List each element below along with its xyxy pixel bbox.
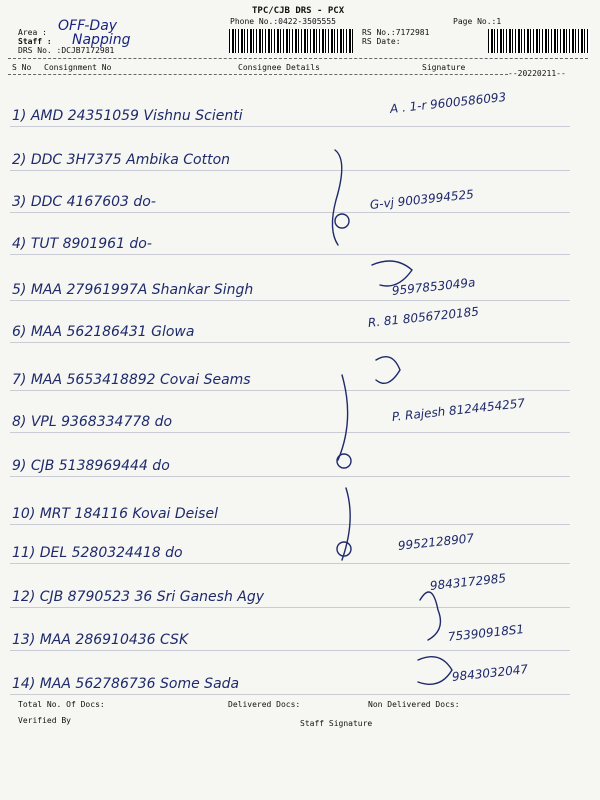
non-delivered-docs-label: Non Delivered Docs: <box>368 700 460 709</box>
entry-line-8: 8) VPL 9368334778 do <box>12 414 173 430</box>
brace-1 <box>332 150 341 245</box>
entry-line-13: 13) MAA 286910436 CSK <box>12 632 189 648</box>
entry-line-6: 6) MAA 562186431 Glowa <box>12 324 195 340</box>
staff-label: Staff : <box>18 37 52 46</box>
circle-mark-1 <box>335 214 349 228</box>
entry-signature-3: G-vj 9003994525 <box>369 187 475 212</box>
delivered-docs-label: Delivered Docs: <box>228 700 301 709</box>
area-handwritten: OFF-Day <box>58 18 118 34</box>
entry-line-11: 11) DEL 5280324418 do <box>12 545 183 561</box>
brace-3 <box>342 488 350 560</box>
entry-line-12: 12) CJB 8790523 36 Sri Ganesh Agy <box>12 589 265 605</box>
entry-line-7: 7) MAA 5653418892 Covai Seams <box>12 372 251 388</box>
entry-line-14: 14) MAA 562786736 Some Sada <box>12 676 240 692</box>
verified-by-label: Verified By <box>18 716 71 725</box>
col-sno: S No <box>12 63 32 72</box>
staff-handwritten: Napping <box>72 32 131 48</box>
entry-line-9: 9) CJB 5138969444 do <box>12 458 170 474</box>
date-mark: --20220211-- <box>508 69 566 78</box>
entry-signature-12: 9843172985 <box>429 571 507 593</box>
entry-line-1: 1) AMD 24351059 Vishnu Scienti <box>12 108 243 124</box>
signature-scribble-13 <box>420 592 440 640</box>
signature-scribble-14 <box>418 657 452 685</box>
staff-signature-label: Staff Signature <box>300 719 373 728</box>
brace-2 <box>338 375 348 460</box>
signature-scribble-7 <box>376 357 400 384</box>
circle-mark-2 <box>337 454 351 468</box>
signature-scribble-5 <box>372 261 412 286</box>
col-consignee: Consignee Details <box>238 63 320 72</box>
entry-signature-14: 9843032047 <box>451 662 529 684</box>
total-docs-label: Total No. Of Docs: <box>18 700 105 709</box>
form-title: TPC/CJB DRS - PCX <box>252 6 345 16</box>
entry-signature-13: 75390918S1 <box>447 622 525 644</box>
col-consignment: Consignment No <box>44 63 112 72</box>
entry-line-3: 3) DDC 4167603 do- <box>12 194 156 210</box>
entry-line-2: 2) DDC 3H7375 Ambika Cotton <box>12 152 231 168</box>
phone-number: Phone No.:0422-3505555 <box>230 17 336 26</box>
page-number: Page No.:1 <box>453 17 502 26</box>
entry-signature-1: A . 1-r 9600586093 <box>389 89 507 116</box>
col-signature: Signature <box>422 63 466 72</box>
entry-signature-11: 9952128907 <box>397 531 475 553</box>
entry-line-4: 4) TUT 8901961 do- <box>12 236 152 252</box>
area-label: Area : <box>18 28 47 37</box>
entry-line-5: 5) MAA 27961997A Shankar Singh <box>12 282 254 298</box>
rs-number: RS No.:7172981 <box>362 28 430 37</box>
entry-signature-8: P. Rajesh 8124454257 <box>391 396 526 424</box>
rs-date: RS Date: <box>362 37 401 46</box>
entry-line-10: 10) MRT 184116 Kovai Deisel <box>12 506 218 522</box>
entry-signature-5: 9597853049a <box>391 275 476 298</box>
entry-signature-6: R. 81 8056720185 <box>367 304 480 330</box>
drs-number: DRS No. :DCJB7172981 <box>18 46 115 55</box>
